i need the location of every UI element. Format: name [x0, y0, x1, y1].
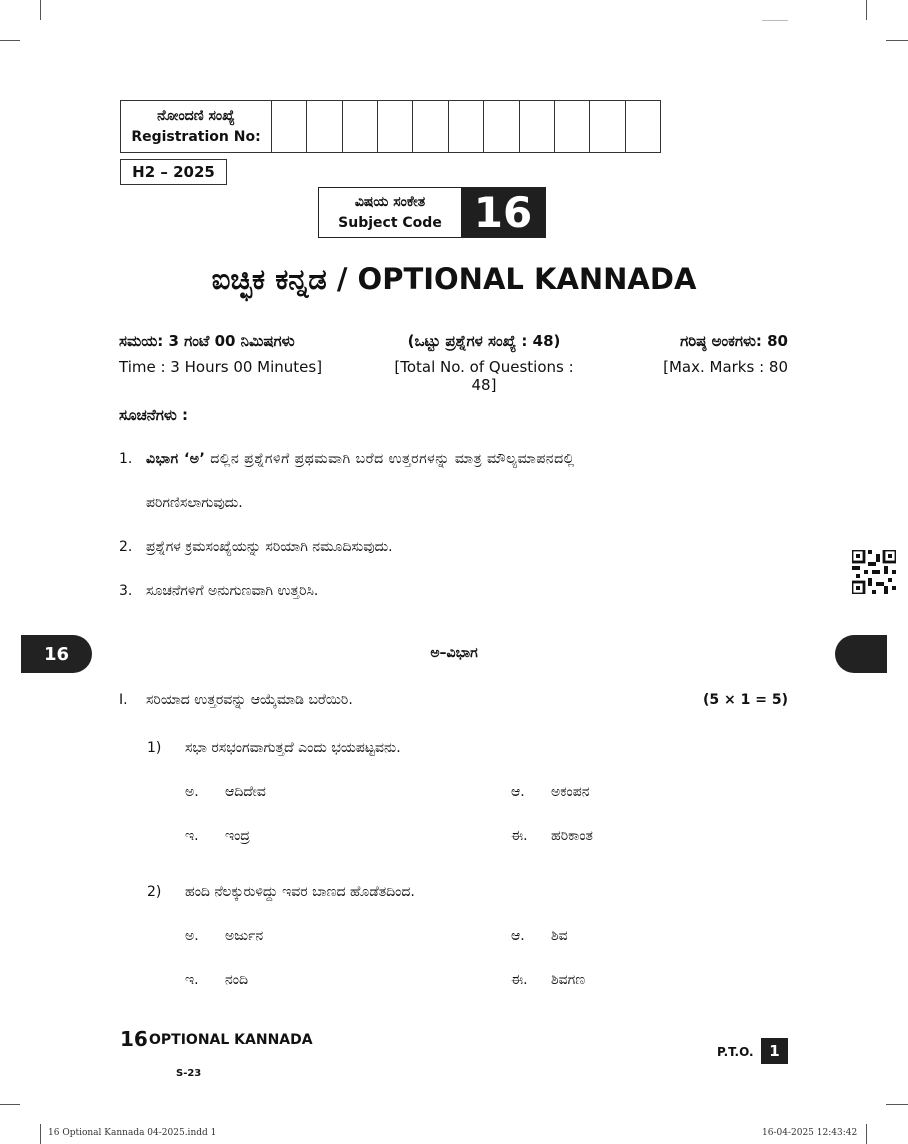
option-value: ಆದಿದೇವ [225, 784, 266, 800]
crop-mark [40, 0, 41, 20]
registration-digit-box[interactable] [413, 101, 448, 152]
option-key: ಅ. [185, 784, 199, 800]
question-group-number: I. [119, 692, 128, 708]
question-text: ಸಭಾ ರಸಭಂಗವಾಗುತ್ತದೆ ಎಂದು ಭಯಪಟ್ಟವನು. [185, 740, 401, 756]
option-key: ಆ. [511, 928, 525, 944]
questions-kannada: (ಒಟ್ಟು ಪ್ರಶ್ನೆಗಳ ಸಂಖ್ಯೆ : 48) [407, 332, 561, 350]
crop-mark [762, 20, 788, 21]
instruction-text: ಪ್ರಶ್ನೆಗಳ ಕ್ರಮಸಂಖ್ಯೆಯನ್ನು ಸರಿಯಾಗಿ ನಮೂದಿಸುವುದು. [146, 539, 393, 555]
instruction-continuation: ಪರಿಗಣಿಸಲಾಗುವುದು. [146, 495, 243, 511]
registration-label-kannada: ನೋಂದಣಿ ಸಂಖ್ಯೆ [157, 107, 235, 124]
subject-code-number: 16 [461, 188, 545, 237]
page-number: 1 [761, 1038, 788, 1064]
crop-mark [0, 40, 20, 41]
option-value: ಅರ್ಜುನ [225, 928, 264, 944]
registration-digit-box[interactable] [449, 101, 484, 152]
registration-digit-box[interactable] [555, 101, 590, 152]
option-value: ಹರಿಕಾಂತ [551, 828, 593, 844]
option-key: ಇ. [185, 972, 199, 988]
year-code: H2 – 2025 [120, 159, 227, 185]
instruction-text: ಸೂಚನೆಗಳಿಗೆ ಅನುಗುಣವಾಗಿ ಉತ್ತರಿಸಿ. [146, 583, 319, 599]
time-english: Time : 3 Hours 00 Minutes] [119, 358, 323, 376]
questions-english: [Total No. of Questions : 48] [394, 358, 574, 394]
question-group-text: ಸರಿಯಾದ ಉತ್ತರವನ್ನು ಆಯ್ಕೆಮಾಡಿ ಬರೆಯಿರಿ. [146, 692, 353, 708]
registration-box [120, 100, 661, 153]
option-value: ಶಿವಗಣ [551, 972, 586, 988]
instruction-item [146, 451, 788, 467]
instruction-text: ದಲ್ಲಿನ ಪ್ರಶ್ನೆಗಳಿಗೆ ಪ್ರಥಮವಾಗಿ ಬರೆದ ಉತ್ತರಗಳನ್ನು ಮಾತ್ರ ಮೌಲ್ಯಮಾಪನದಲ್ಲಿ [205, 451, 575, 467]
qr-code-icon [852, 550, 896, 594]
marks-kannada: ಗರಿಷ್ಠ ಅಂಕಗಳು: 80 [680, 332, 788, 350]
option-value: ಶಿವ [551, 928, 568, 944]
series-code: S-23 [176, 1068, 202, 1079]
section-heading: ಅ–ವಿಭಾಗ [430, 645, 478, 661]
crop-mark [886, 1104, 908, 1105]
option-key: ಇ. [185, 828, 199, 844]
registration-digit-box[interactable] [626, 101, 660, 152]
registration-digit-box[interactable] [520, 101, 555, 152]
pto-label: P.T.O. [717, 1045, 754, 1059]
subject-code-label [319, 188, 461, 237]
file-slug: 16 Optional Kannada 04-2025.indd 1 [48, 1128, 217, 1138]
timestamp-slug: 16-04-2025 12:43:42 [762, 1128, 858, 1138]
instructions-heading: ಸೂಚನೆಗಳು : [119, 406, 188, 424]
instruction-number: 3. [119, 583, 133, 599]
instruction-number: 1. [119, 451, 133, 467]
registration-digit-box[interactable] [484, 101, 519, 152]
question-group-marks: (5 × 1 = 5) [703, 692, 788, 708]
instruction-number: 2. [119, 539, 133, 555]
subject-code-label-kannada: ವಿಷಯ ಸಂಕೇತ [354, 193, 426, 210]
crop-mark [886, 40, 908, 41]
crop-mark [0, 1104, 20, 1105]
registration-digit-box[interactable] [343, 101, 378, 152]
footer-subject-title: OPTIONAL KANNADA [149, 1032, 313, 1048]
time-kannada: ಸಮಯ: 3 ಗಂಟೆ 00 ನಿಮಿಷಗಳು [119, 332, 295, 350]
registration-label-english: Registration No: [131, 128, 261, 145]
option-key: ಆ. [511, 784, 525, 800]
option-value: ಅಕಂಪನ [551, 784, 590, 800]
registration-digit-box[interactable] [307, 101, 342, 152]
option-key: ಈ. [511, 828, 528, 844]
registration-digit-box[interactable] [378, 101, 413, 152]
registration-label [121, 101, 272, 152]
question-number: 2) [147, 884, 162, 900]
paper-title: ಐಚ್ಛಿಕ ಕನ್ನಡ / OPTIONAL KANNADA [211, 262, 697, 296]
option-key: ಈ. [511, 972, 528, 988]
registration-digit-box[interactable] [590, 101, 625, 152]
question-number: 1) [147, 740, 162, 756]
instruction-bold-text: ವಿಭಾಗ ‘ಅ’ [146, 451, 206, 467]
marks-english: [Max. Marks : 80 [663, 358, 788, 376]
registration-digit-box[interactable] [272, 101, 307, 152]
crop-mark [40, 1124, 41, 1144]
option-value: ಇಂದ್ರ [225, 828, 250, 844]
crop-mark [866, 1124, 867, 1144]
crop-mark [866, 0, 867, 20]
question-text: ಹಂದಿ ನೆಲಕ್ಕುರುಳಿದ್ದು ಇವರ ಬಾಣದ ಹೊಡೆತದಿಂದ. [185, 884, 415, 900]
side-tab-subject-number: 16 [21, 635, 92, 673]
option-key: ಅ. [185, 928, 199, 944]
subject-code-label-english: Subject Code [338, 214, 442, 231]
subject-code-box [318, 187, 546, 238]
footer-subject-number: 16 [120, 1027, 148, 1051]
option-value: ನಂದಿ [225, 972, 249, 988]
